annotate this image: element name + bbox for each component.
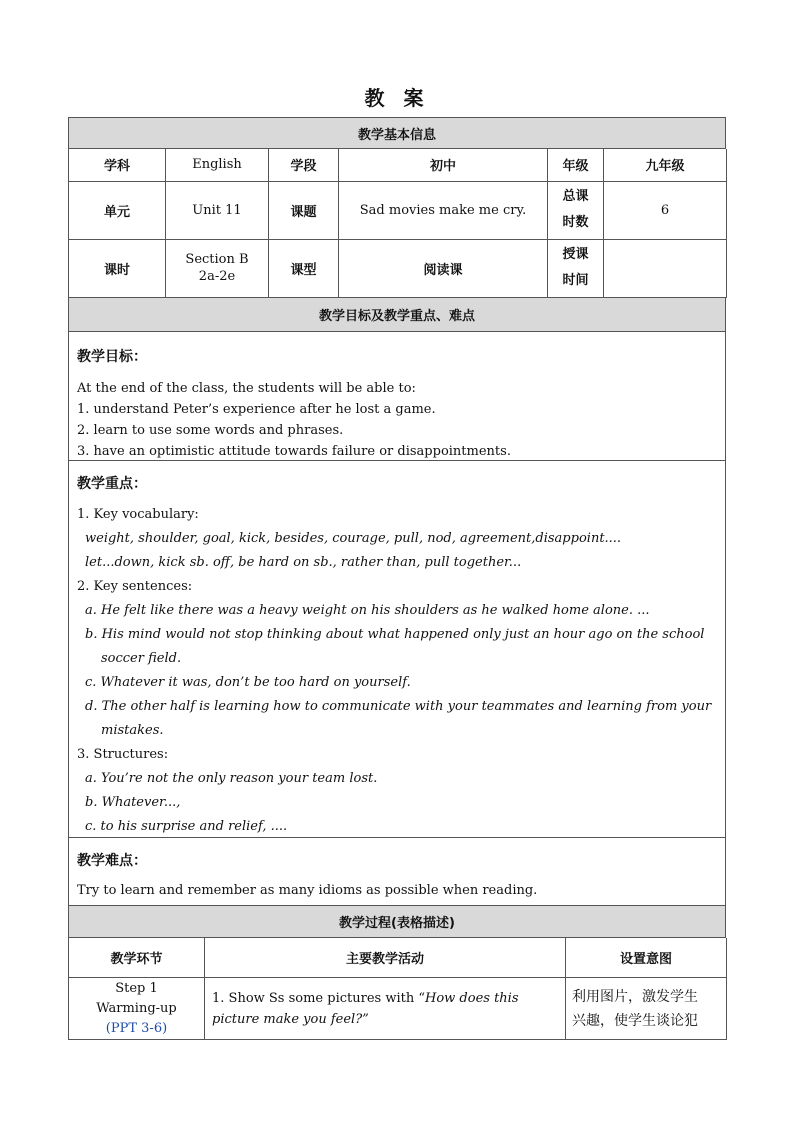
difficulty-title: 教学难点： <box>77 852 147 869</box>
subject-value: English <box>166 149 269 181</box>
class-time-label: 授课 时间 <box>548 239 604 297</box>
objective-item: 2. learn to use some words and phrases. <box>77 422 344 438</box>
key-points-box <box>68 461 726 838</box>
grade-label: 年级 <box>548 149 604 181</box>
topic-label: 课题 <box>269 181 339 239</box>
key-sentence: d. The other half is learning how to communicate with your teammates and learning from your <box>85 698 712 714</box>
vocab-line: weight, shoulder, goal, kick, besides, courage, pull, nod, agreement,disappoint.... <box>85 530 622 546</box>
process-header: 教学过程(表格描述) <box>68 906 726 938</box>
basic-info-header: 教学基本信息 <box>68 117 726 149</box>
subject-label: 学科 <box>69 149 166 181</box>
unit-value: Unit 11 <box>166 181 269 239</box>
step1-activity: 1. Show Ss some pictures with “How does this picture make you feel?” <box>205 978 566 1040</box>
lesson-type-label: 课型 <box>269 239 339 297</box>
lesson-plan-sheet <box>68 117 726 1040</box>
class-time-value <box>604 239 727 297</box>
vocab-heading: 1. Key vocabulary: <box>77 506 199 522</box>
lesson-type-value: 阅读课 <box>339 239 548 297</box>
goals-section-header: 教学目标及教学重点、难点 <box>68 298 726 332</box>
process-table <box>68 938 727 1041</box>
structures-heading: 3. Structures: <box>77 746 169 762</box>
key-sentence-cont: soccer field. <box>101 650 182 666</box>
stage-value: 初中 <box>339 149 548 181</box>
period-value: Section B 2a-2e <box>166 239 269 297</box>
key-sentence: a. He felt like there was a heavy weight on his shoulders as he walked home alone. ... <box>85 602 650 618</box>
period-label: 课时 <box>69 239 166 297</box>
structure-item: b. Whatever..., <box>85 794 181 810</box>
objectives-intro: At the end of the class, the students will be able to: <box>77 380 416 396</box>
objective-item: 3. have an optimistic attitude towards failure or disappointments. <box>77 443 511 459</box>
objectives-box <box>68 332 726 461</box>
key-points-title: 教学重点： <box>77 475 147 492</box>
key-sentence-cont: mistakes. <box>101 722 164 738</box>
stage-label: 学段 <box>269 149 339 181</box>
col-header-activity: 主要教学活动 <box>205 938 566 978</box>
objectives-title: 教学目标： <box>77 348 147 365</box>
vocab-line: let...down, kick sb. off, be hard on sb., rather than, pull together... <box>85 554 522 570</box>
total-hours-value: 6 <box>604 181 727 239</box>
step-phase: Warming-up <box>96 1000 177 1016</box>
structure-item: c. to his surprise and relief, .... <box>85 818 288 834</box>
col-header-phase: 教学环节 <box>69 938 205 978</box>
key-sentence: b. His mind would not stop thinking about what happened only just an hour ago on the school <box>85 626 705 642</box>
grade-value: 九年级 <box>604 149 727 181</box>
topic-value: Sad movies make me cry. <box>339 181 548 239</box>
total-hours-label: 总课 时数 <box>548 181 604 239</box>
col-header-intent: 设置意图 <box>566 938 727 978</box>
objective-item: 1. understand Peter’s experience after he lost a game. <box>77 401 436 417</box>
structure-item: a. You’re not the only reason your team lost. <box>85 770 378 786</box>
step1-cell <box>69 978 205 1040</box>
step-number: Step 1 <box>115 980 158 996</box>
difficulty-text: Try to learn and remember as many idioms as possible when reading. <box>77 882 538 898</box>
basic-info-table <box>68 149 727 298</box>
step1-intent: 利用图片，激发学生 兴趣，使学生谈论犯 <box>566 978 727 1040</box>
step-ppt-ref: (PPT 3-6) <box>105 1020 168 1036</box>
unit-label: 单元 <box>69 181 166 239</box>
document-title: 教 案 <box>364 86 430 110</box>
sentences-heading: 2. Key sentences: <box>77 578 193 594</box>
key-sentence: c. Whatever it was, don’t be too hard on yourself. <box>85 674 411 690</box>
difficulty-box <box>68 838 726 906</box>
